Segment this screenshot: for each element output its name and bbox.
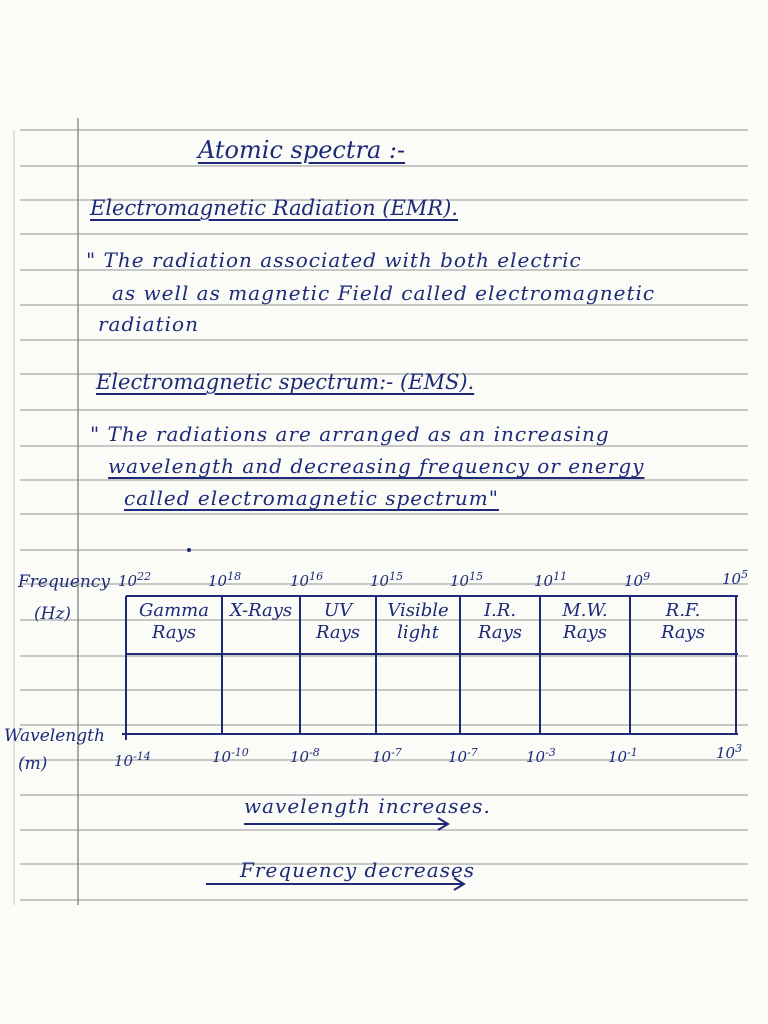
ems-title: Electromagnetic spectrum:- (EMS).: [96, 370, 475, 394]
ems-definition-line-2: wavelength and decreasing frequency or energy: [108, 454, 645, 478]
wave-tick-7-base: 10: [608, 748, 628, 766]
freq-tick-2-base: 10: [208, 572, 228, 590]
freq-tick-5-exp: 15: [469, 570, 484, 583]
freq-tick-7-exp: 9: [643, 570, 651, 583]
wave-tick-5-base: 10: [448, 748, 468, 766]
freq-tick-8-exp: 5: [741, 568, 749, 581]
wave-tick-3-base: 10: [290, 748, 310, 766]
wavelength-unit: (m): [18, 754, 48, 774]
column-ir-line2: Rays: [477, 622, 523, 643]
wave-tick-7-exp: -1: [627, 746, 638, 759]
wave-tick-1-exp: -14: [133, 750, 151, 763]
wavelength-increases-note: wavelength increases.: [244, 794, 491, 818]
ems-definition-line-3: called electromagnetic spectrum": [124, 486, 499, 510]
wave-tick-8-exp: 3: [735, 742, 743, 755]
column-x-rays-line1: X-Rays: [229, 600, 293, 621]
ems-definition-line-1: " The radiations are arranged as an increasing: [90, 422, 610, 446]
column-ir-line1: I.R.: [483, 600, 517, 621]
freq-tick-2-exp: 18: [227, 570, 242, 583]
page-title: Atomic spectra :-: [198, 136, 406, 164]
column-mw-line2: Rays: [562, 622, 608, 643]
column-uv-line1: UV: [323, 600, 353, 621]
freq-tick-3-base: 10: [290, 572, 310, 590]
freq-tick-1-exp: 22: [137, 570, 152, 583]
freq-tick-6-base: 10: [534, 572, 554, 590]
freq-tick-5-base: 10: [450, 572, 470, 590]
emr-definition-line-2: as well as magnetic Field called electromagnetic: [112, 281, 656, 305]
freq-tick-4-base: 10: [370, 572, 390, 590]
column-mw-line1: M.W.: [562, 600, 608, 621]
wave-tick-6-exp: -3: [545, 746, 556, 759]
freq-tick-6-exp: 11: [553, 570, 568, 583]
wave-tick-2-base: 10: [212, 748, 232, 766]
frequency-unit: (Hz): [34, 604, 72, 624]
wave-tick-4-base: 10: [372, 748, 392, 766]
column-uv-line2: Rays: [315, 622, 361, 643]
column-gamma-line1: Gamma: [139, 600, 209, 621]
wave-tick-8-base: 10: [716, 744, 736, 762]
column-rf-line2: Rays: [660, 622, 706, 643]
wave-tick-2-exp: -10: [231, 746, 249, 759]
emr-title: Electromagnetic Radiation (EMR).: [90, 196, 458, 220]
emr-definition-line-1: " The radiation associated with both electric: [86, 248, 582, 272]
wavelength-label: Wavelength: [4, 726, 105, 746]
column-gamma-line2: Rays: [151, 622, 197, 643]
wave-tick-1-base: 10: [114, 752, 134, 770]
wave-tick-6-base: 10: [526, 748, 546, 766]
column-visible-line2: light: [397, 622, 439, 643]
freq-tick-7-base: 10: [624, 572, 644, 590]
wave-tick-4-exp: -7: [391, 746, 402, 759]
frequency-label: Frequency: [18, 572, 110, 592]
emr-definition-line-3: radiation: [98, 312, 199, 336]
column-visible-line1: Visible: [387, 600, 449, 621]
freq-tick-1-base: 10: [118, 572, 138, 590]
freq-tick-8-base: 10: [722, 570, 742, 588]
column-rf-line1: R.F.: [665, 600, 701, 621]
frequency-decreases-note: Frequency decreases: [240, 858, 476, 882]
freq-tick-4-exp: 15: [389, 570, 404, 583]
freq-tick-3-exp: 16: [309, 570, 324, 583]
wave-tick-5-exp: -7: [467, 746, 478, 759]
wave-tick-3-exp: -8: [309, 746, 320, 759]
